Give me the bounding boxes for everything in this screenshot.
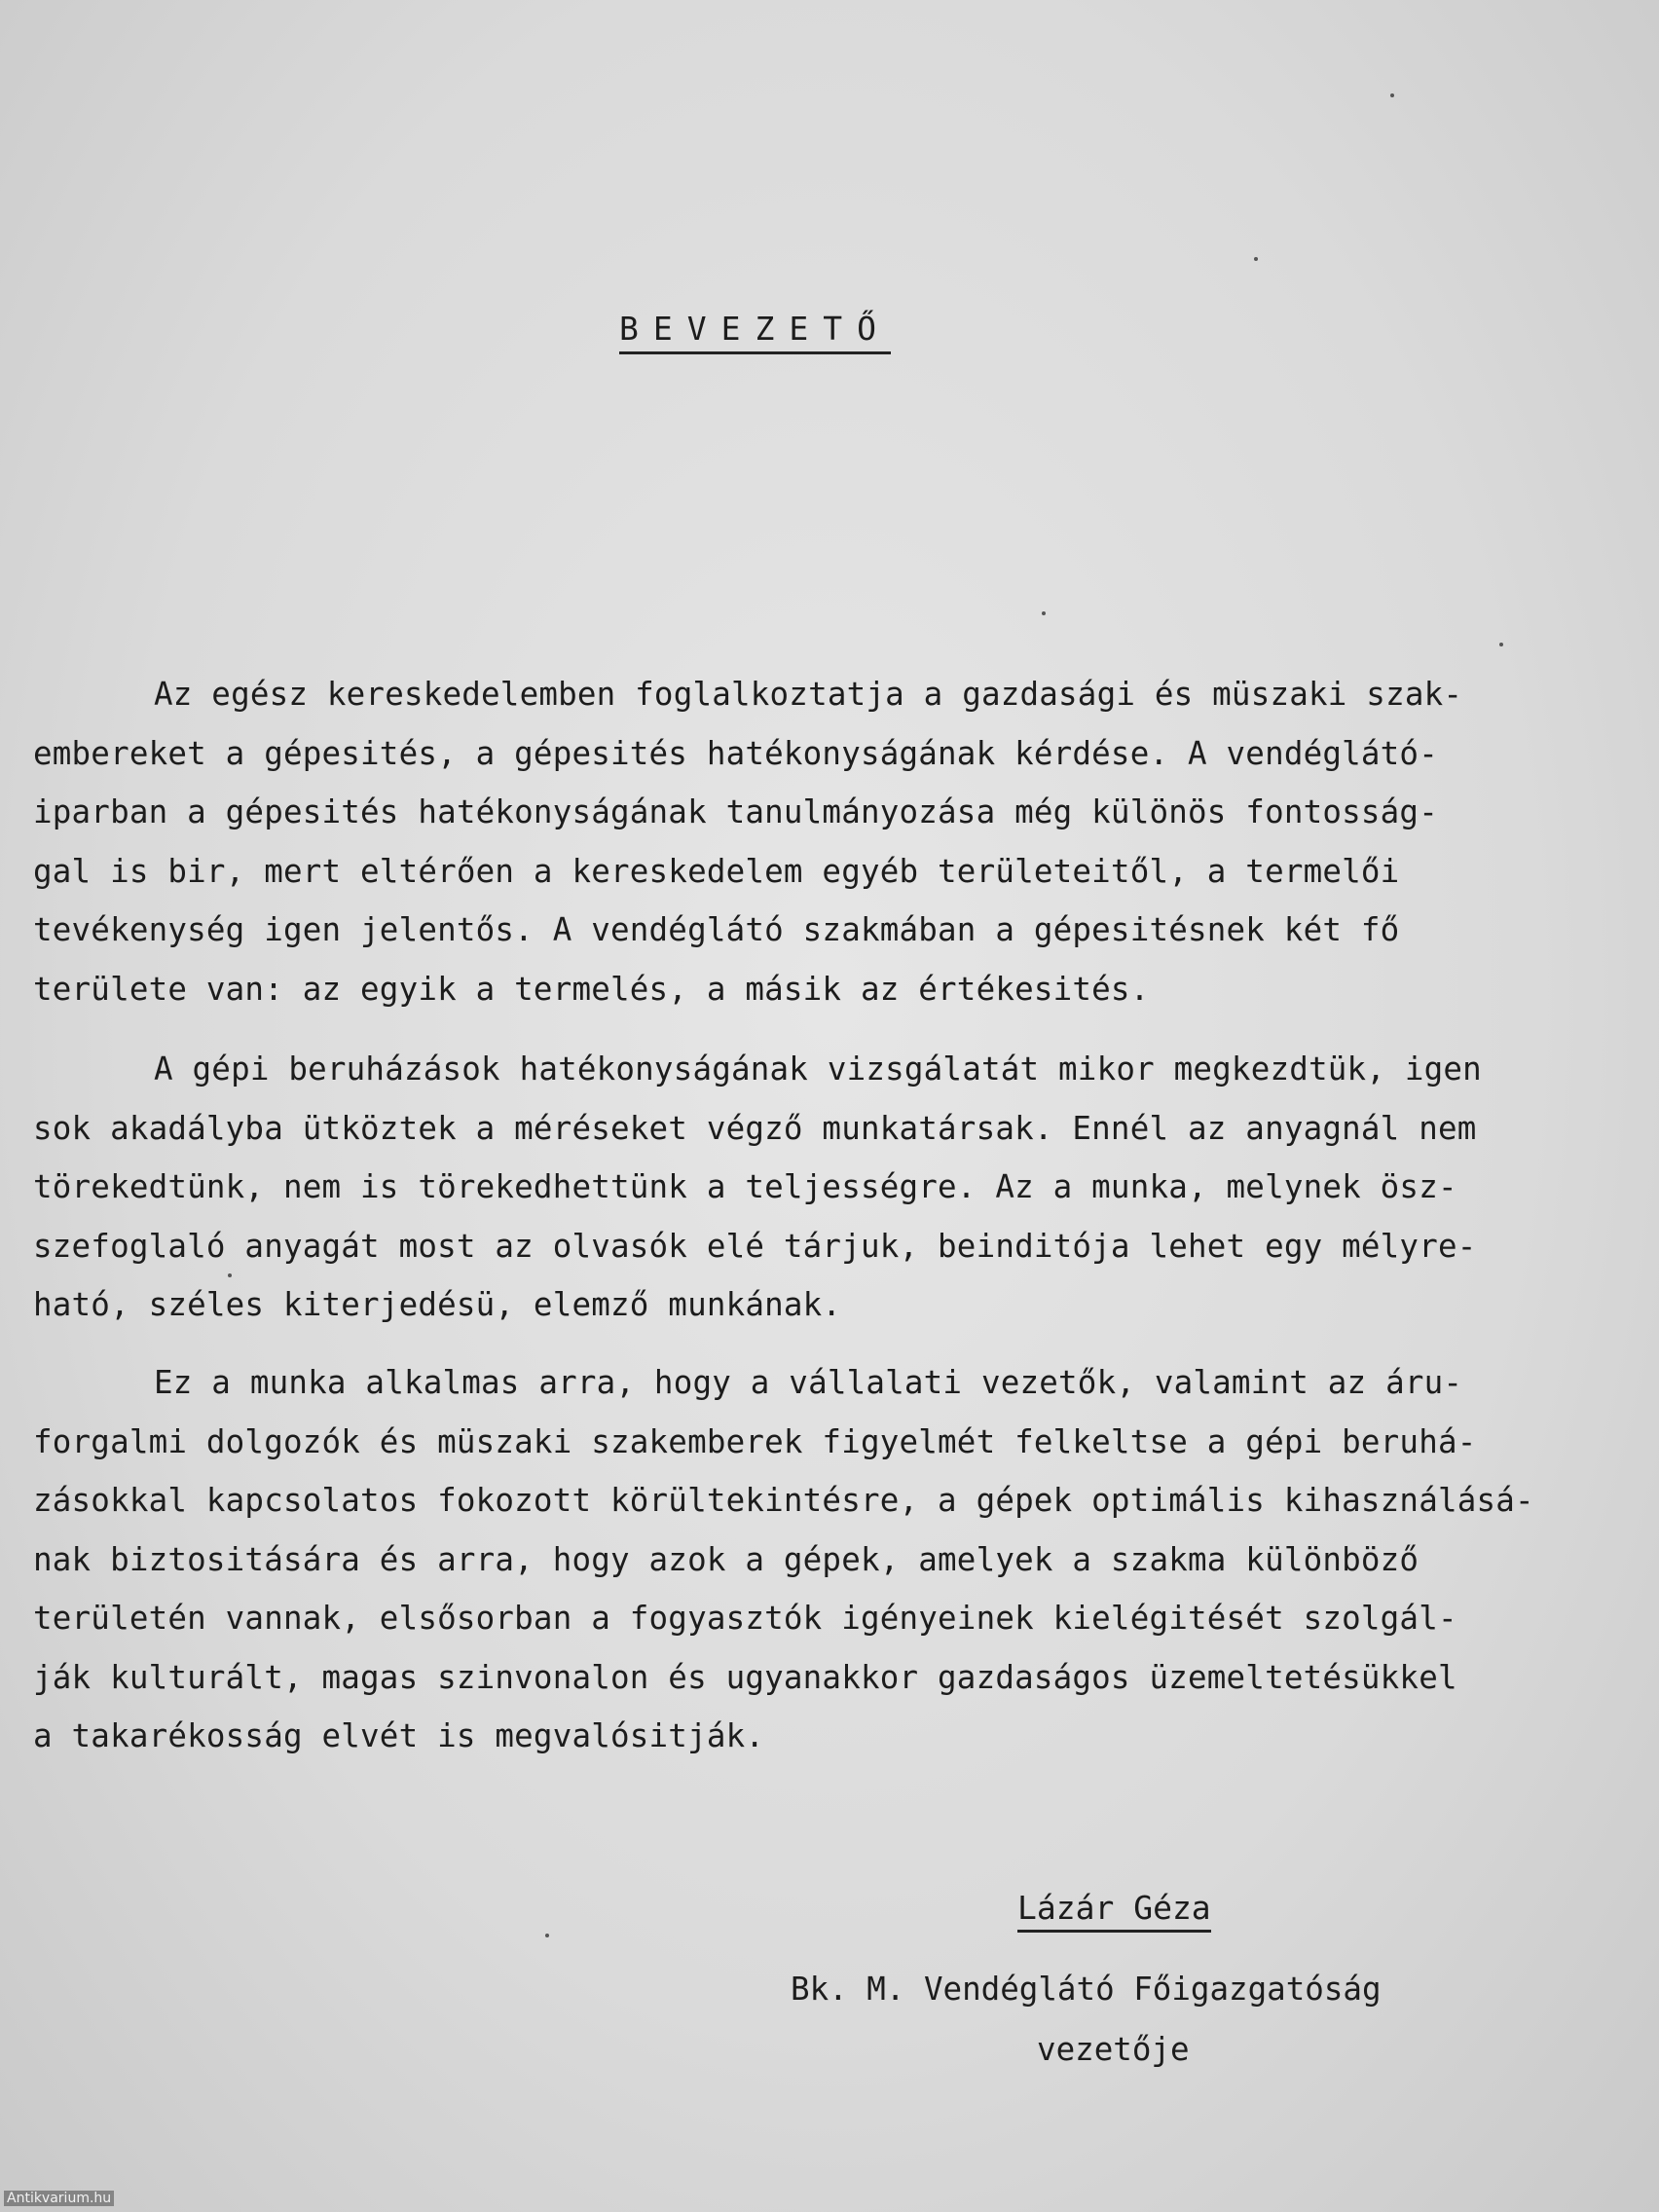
paragraph-line: nak biztositására és arra, hogy azok a gépek, amelyek a szakma különböző [33, 1540, 1419, 1578]
paragraph-line: forgalmi dolgozók és müszaki szakemberek figyelmét felkeltse a gépi beruhá- [33, 1422, 1477, 1460]
paragraph-line: iparban a gépesités hatékonyságának tanulmányozása még különös fontosság- [33, 793, 1438, 830]
paragraph-2 [33, 1040, 1581, 1335]
paragraph-line: zásokkal kapcsolatos fokozott körültekintésre, a gépek optimális kihasználásá- [33, 1482, 1534, 1519]
signature-name: Lázár Géza [1017, 1889, 1211, 1933]
paragraph-line: gal is bir, mert eltérően a kereskedelem egyéb területeitől, a termelői [33, 852, 1400, 890]
document-title: BEVEZETŐ [619, 310, 891, 354]
paper-speck [1499, 643, 1503, 646]
signature-title: Bk. M. Vendéglátó Főigazgatóság [791, 1971, 1382, 2008]
paragraph-line: Ez a munka alkalmas arra, hogy a vállalati vezetők, valamint az áru- [154, 1364, 1463, 1401]
paragraph-line: Az egész kereskedelemben foglalkoztatja a gazdasági és müszaki szak- [154, 676, 1463, 713]
paper-speck [1042, 611, 1046, 615]
paragraph-line: embereket a gépesités, a gépesités hatékonyságának kérdése. A vendéglátó- [33, 734, 1438, 772]
paper-speck [545, 1934, 549, 1937]
signature-role: vezetője [1037, 2031, 1190, 2068]
paragraph-line: területe van: az egyik a termelés, a másik az értékesités. [33, 970, 1150, 1008]
paragraph-1 [33, 665, 1581, 1018]
paragraph-line: tevékenység igen jelentős. A vendéglátó szakmában a gépesitésnek két fő [33, 911, 1400, 948]
paragraph-3 [33, 1353, 1581, 1766]
paper-speck [228, 1273, 232, 1277]
paragraph-line: a takarékosság elvét is megvalósitják. [33, 1717, 765, 1754]
paragraph-line: területén vannak, elsősorban a fogyasztók igényeinek kielégitését szolgál- [33, 1600, 1457, 1637]
paragraph-line: ható, széles kiterjedésü, elemző munkának. [33, 1286, 842, 1323]
paper-speck [1254, 257, 1258, 261]
paragraph-line: ják kulturált, magas szinvonalon és ugyanakkor gazdaságos üzemeltetésükkel [33, 1658, 1457, 1696]
watermark: Antikvarium.hu [4, 2191, 114, 2206]
paper-speck [1390, 93, 1394, 97]
paragraph-line: törekedtünk, nem is törekedhettünk a teljességre. Az a munka, melynek ösz- [33, 1168, 1457, 1205]
paragraph-line: A gépi beruházások hatékonyságának vizsgálatát mikor megkezdtük, igen [154, 1051, 1482, 1088]
paragraph-line: szefoglaló anyagát most az olvasók elé tárjuk, beinditója lehet egy mélyre- [33, 1227, 1477, 1265]
paragraph-line: sok akadályba ütköztek a méréseket végző munkatársak. Ennél az anyagnál nem [33, 1109, 1477, 1147]
